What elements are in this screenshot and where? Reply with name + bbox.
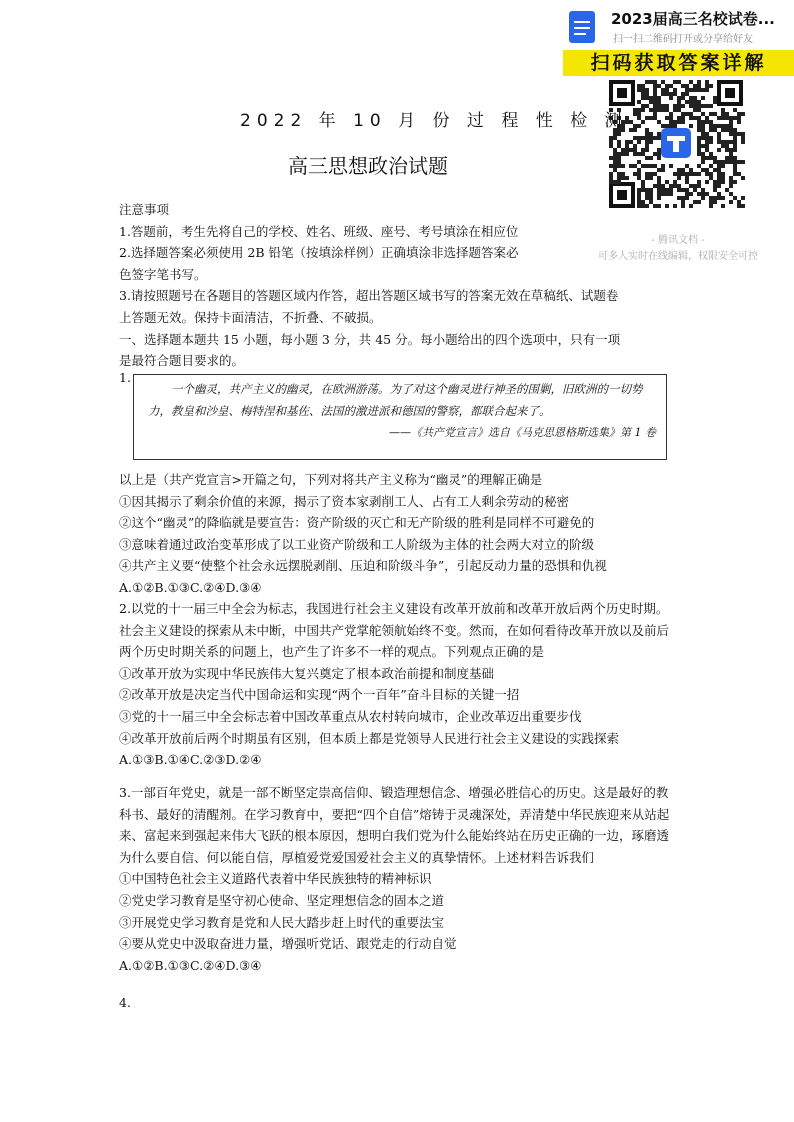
note-line: 1.答题前，考生先将自己的学校、姓名、班级、座号、考号填涂在相应位 <box>119 223 519 239</box>
option-line: ③开展党史学习教育是党和人民大踏步赶上时代的重要法宝 <box>119 914 445 930</box>
question-stem: 3.一部百年党史，就是一部不断坚定崇高信仰、锻造理想信念、增强必胜信心的历史。这是最好的教科书、最好的清醒剂。在学习教育中，要把“四个自信”熔铸于灵魂深处，弄清楚中华民族迎来从站起来、富起来到强起来伟大飞跃的根本原因，想明白我们党为什么能始终站在历史正确的一边，琢磨透为什么要自信、何以能自信，厚植爱党爱国爱社会主义的真挚情怀。上述材料告诉我们 <box>119 785 670 865</box>
option-line: ③意味着通过政治变革形成了以工业资产阶级和工人阶级为主体的社会两大对立的阶级 <box>119 536 595 552</box>
qr-tip-line2: 可多人实时在线编辑，权限安全可控 <box>598 251 758 262</box>
question-stem: 2.以党的十一届三中全会为标志，我国进行社会主义建设有改革开放前和改革开放后两个历史时期。社会主义建设的探索从未中断，中国共产党掌舵领航始终不变。然而，在如何看待改革开放以及前后两个历史时期关系的问题上，也产生了许多不一样的观点。下列观点正确的是 <box>119 601 670 660</box>
share-subtitle: 扫一扫二维码打开或分享给好友 <box>613 34 753 45</box>
option-line: ④共产主义要“使整个社会永远摆脱剥削、压迫和阶级斗争”，引起反动力量的恐惧和仇视 <box>119 558 607 574</box>
notes-heading: 注意事项 <box>119 202 170 217</box>
notes-section <box>119 199 674 372</box>
question-1 <box>119 469 674 599</box>
option-line: ①因其揭示了剩余价值的来源，揭示了资本家剥削工人、占有工人剩余劳动的秘密 <box>119 493 570 509</box>
qr-tip-line1: - 腾讯文档 - <box>651 235 705 246</box>
note-line: 2.选择题答案必须使用 2B 铅笔（按填涂样例）正确填涂非选择题答案必 <box>119 245 519 261</box>
share-title[interactable]: 2023届高三名校试卷... <box>611 10 775 28</box>
quote-text: 一个幽灵，共产主义的幽灵，在欧洲游荡。为了对这个幽灵进行神圣的围剿，旧欧洲的一切势力，教皇和沙皇、梅特涅和基佐、法国的激进派和德国的警察，都联合起来了。 <box>148 382 643 418</box>
note-line: 色签字笔书写。 <box>119 266 207 282</box>
option-line: ②这个“幽灵”的降临就是要宣告：资产阶级的灭亡和无产阶级的胜利是同样不可避免的 <box>119 515 595 531</box>
option-line: ①改革开放为实现中华民族伟大复兴奠定了根本政治前提和制度基础 <box>119 665 495 681</box>
question-2 <box>119 598 674 771</box>
share-header[interactable] <box>563 4 794 48</box>
question-1-number: 1. <box>119 370 131 385</box>
option-line: ①中国特色社会主义道路代表着中华民族独特的精神标识 <box>119 871 432 887</box>
option-line: ②党史学习教育是坚守初心使命、坚定理想信念的固本之道 <box>119 892 445 908</box>
document-icon <box>569 11 595 43</box>
option-line: ②改革开放是决定当代中国命运和实现“两个一百年”奋斗目标的关键一招 <box>119 687 520 703</box>
question-3 <box>119 782 674 976</box>
option-line: ④要从党史中汲取奋进力量，增强听党话、跟党走的行动自觉 <box>119 936 457 952</box>
answer-choices: A.①②B.①③C.②④D.③④ <box>119 579 262 595</box>
note-line: 3.请按照题号在各题目的答题区域内作答，超出答题区域书写的答案无效在草稿纸、试题卷 <box>119 288 619 304</box>
section-heading: 一、选择题本题共 15 小题，每小题 3 分，共 45 分。每小题给出的四个选项中，只有一项 <box>119 331 621 347</box>
exam-subject: 高三思想政治试题 <box>288 154 448 178</box>
option-line: ④改革开放前后两个时期虽有区别，但本质上都是党领导人民进行社会主义建设的实践探索 <box>119 730 620 746</box>
question-stem: 以上是（共产党宣言>开篇之句，下列对将共产主义称为“幽灵”的理解正确是 <box>119 472 543 487</box>
exam-title: 2022 年 10 月 份 过 程 性 检 测 <box>240 111 628 131</box>
section-heading: 是最符合题目要求的。 <box>119 353 245 369</box>
answer-banner: 扫码获取答案详解 <box>563 50 794 76</box>
answer-choices: A.①③B.①④C.②③D.②④ <box>119 752 262 768</box>
answer-choices: A.①②B.①③C.②④D.③④ <box>119 957 262 973</box>
question-4 <box>119 992 674 1014</box>
qr-code[interactable] <box>607 78 745 210</box>
option-line: ③党的十一届三中全会标志着中国改革重点从农村转向城市，企业改革迈出重要步伐 <box>119 708 582 724</box>
question-4-number: 4. <box>119 995 131 1010</box>
quote-box <box>133 374 667 460</box>
note-line: 上答题无效。保持卡面清洁，不折叠、不破损。 <box>119 309 382 325</box>
quote-source: ——《共产党宣言》选自《马克思恩格斯选集》第 1 卷 <box>389 426 656 439</box>
